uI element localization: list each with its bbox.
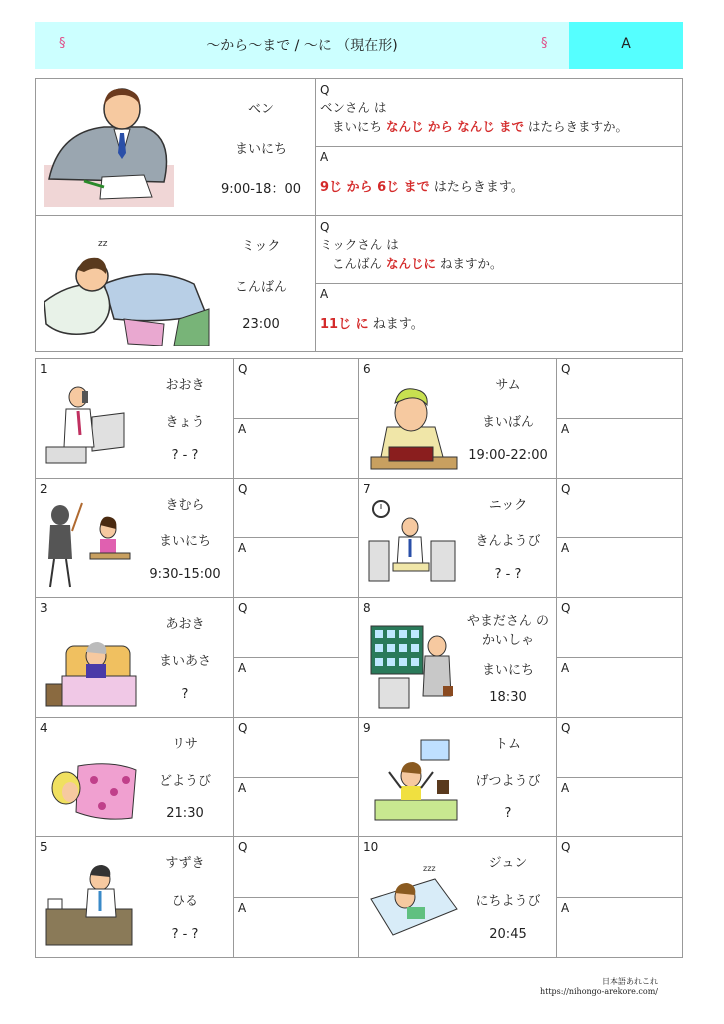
exercise-prompt: [36, 598, 234, 717]
time-word: にちようび: [475, 893, 541, 909]
waking-up-illustration: [42, 616, 138, 712]
time-value: 19:00-22:00: [468, 447, 548, 463]
exercise-number: 3: [40, 601, 48, 616]
exercise-info: [136, 479, 234, 598]
time-value: 20:45: [489, 926, 527, 942]
a-ending: はたらきます。: [433, 180, 524, 195]
answer-box[interactable]: A: [561, 541, 570, 556]
question-box[interactable]: Q: [234, 598, 358, 658]
example-prompt: [36, 216, 316, 351]
answer-area: [234, 718, 358, 837]
exercise-info: [459, 837, 557, 957]
time-value: ?: [504, 806, 512, 822]
exercise-number: 2: [40, 481, 48, 496]
worksheet-header: [35, 22, 683, 69]
person-name: トム: [494, 736, 521, 752]
answer-area: [557, 718, 682, 837]
exercise-number: 9: [363, 720, 371, 735]
time-range: 9:00-18：00: [221, 181, 301, 197]
section-mark-right: §: [541, 36, 548, 51]
question-box[interactable]: Q: [234, 359, 358, 419]
answer-box[interactable]: A: [238, 421, 247, 436]
time-word: こんばん: [234, 280, 287, 295]
exercise-number: 1: [40, 362, 48, 376]
site-name: 日本語あれこれ: [602, 977, 658, 986]
example-answer: [316, 147, 682, 215]
answer-area: [234, 359, 358, 478]
exercise-prompt: [36, 718, 234, 837]
exercise-number: 7: [363, 481, 371, 496]
answer-box[interactable]: A: [238, 541, 247, 556]
time-word: まいあさ: [158, 653, 211, 669]
answer-box[interactable]: A: [238, 661, 247, 675]
footer: [540, 977, 658, 998]
q-ending: はたらきますか。: [528, 118, 629, 134]
person-name: ミック: [241, 239, 281, 254]
tired-man-reading-illustration: [365, 377, 461, 473]
svg-text:zzz: zzz: [423, 864, 436, 874]
exercise-prompt: [359, 598, 557, 717]
lunch-break-illustration: [42, 855, 138, 951]
exercise-info: [459, 479, 557, 598]
answer-area: [557, 837, 682, 957]
q-highlight: なんじに: [386, 255, 437, 271]
time-word: ひる: [171, 893, 198, 909]
q-highlight: なんじ から なんじ まで: [386, 118, 525, 134]
section-mark-left: §: [59, 36, 66, 51]
answer-key-label: A: [569, 22, 683, 69]
answer-box[interactable]: A: [561, 900, 570, 915]
person-name: きむら: [165, 497, 205, 513]
question-box[interactable]: Q: [557, 718, 682, 778]
sleeping-man-illustration: [44, 224, 214, 346]
exercise-number: 5: [40, 840, 48, 855]
example-info: [206, 79, 316, 215]
person-name: サム: [495, 377, 521, 393]
question-box[interactable]: Q: [557, 479, 682, 539]
answer-box[interactable]: A: [561, 780, 570, 795]
svg-text:zz: zz: [98, 239, 108, 249]
exercise-prompt: [36, 359, 234, 478]
answer-area: [557, 359, 682, 478]
answer-area: [557, 479, 682, 598]
question-box[interactable]: Q: [234, 718, 358, 778]
exercise-cell: [359, 359, 682, 479]
a-label: A: [320, 287, 329, 301]
exercise-prompt: [359, 718, 557, 837]
person-name: ベン: [247, 101, 274, 117]
sleeping-boy-illustration: [365, 855, 461, 951]
example-row: [36, 215, 682, 351]
question-box[interactable]: Q: [234, 479, 358, 539]
time-word: きんようび: [475, 534, 541, 550]
q-label: Q: [320, 220, 330, 234]
person-name: ジュン: [488, 856, 528, 872]
exercise-prompt: [359, 479, 557, 598]
exercise-info: [136, 837, 234, 957]
time-value: ?: [181, 686, 189, 702]
person-name: ニック: [488, 497, 528, 513]
time-value: 18:30: [489, 690, 527, 706]
answer-box[interactable]: A: [238, 780, 247, 795]
answer-area: [234, 479, 358, 598]
time-word: まいにち: [158, 534, 211, 550]
example-answer: [316, 284, 682, 351]
site-url[interactable]: https://nihongo-arekore.com/: [539, 987, 658, 997]
exercise-cell: [36, 479, 359, 599]
example-info: [206, 216, 316, 351]
person-name: あおき: [165, 617, 205, 633]
time-word: どようび: [158, 773, 211, 789]
exercise-cell: [36, 837, 359, 957]
exercise-cell: [36, 598, 359, 718]
exercise-cell: [36, 359, 359, 479]
exercise-info: [459, 359, 557, 478]
exercise-number: 4: [40, 720, 48, 735]
time-word: まいにち: [234, 141, 287, 157]
time-word: きょう: [165, 414, 205, 430]
phone-call-illustration: [42, 377, 138, 473]
page-title: ～から～まで / ～に （現在形): [206, 38, 398, 54]
q-line-1: ベンさん は: [320, 100, 387, 116]
person-name: すずき: [165, 856, 205, 872]
time-word: まいにち: [481, 663, 534, 679]
office-clock-illustration: [365, 497, 461, 593]
exercise-prompt: [359, 837, 557, 957]
time-value: ? - ?: [171, 447, 199, 463]
waking-boy-illustration: [365, 736, 461, 832]
q-line-1: ミックさん は: [320, 237, 399, 253]
time-word: げつようび: [475, 773, 541, 789]
question-box[interactable]: Q: [557, 598, 682, 658]
exercise-info: [459, 718, 557, 837]
company-building-illustration: [365, 616, 461, 712]
exercise-prompt: [359, 359, 557, 478]
exercise-prompt: [36, 837, 234, 957]
exercise-number: 8: [363, 601, 371, 616]
answer-box[interactable]: A: [561, 421, 570, 436]
exercise-grid: [35, 358, 683, 958]
q-time-word: まいにち: [332, 118, 383, 134]
person-name: リサ: [172, 736, 198, 752]
person-name: おおき: [165, 377, 205, 393]
example-question: [316, 216, 682, 284]
a-ending: ねます。: [372, 317, 424, 332]
office-worker-illustration: [44, 87, 214, 209]
answer-area: [234, 598, 358, 717]
header-title-bar: [35, 22, 569, 69]
example-qa: [316, 216, 682, 351]
time-value: 21:30: [166, 806, 204, 822]
exercise-info: [136, 359, 234, 478]
teacher-student-illustration: [42, 497, 138, 593]
time-value: ? - ?: [171, 926, 199, 942]
example-row: [36, 79, 682, 215]
exercise-cell: [359, 598, 682, 718]
q-time-word: こんばん: [332, 255, 383, 271]
a-highlight: 9じ から 6じ まで: [320, 180, 430, 195]
exercise-number: 6: [363, 362, 371, 376]
answer-area: [234, 837, 358, 957]
sleeping-woman-illustration: [42, 736, 138, 832]
time-word: まいばん: [481, 414, 534, 430]
question-box[interactable]: Q: [557, 837, 682, 897]
answer-box[interactable]: A: [561, 661, 570, 675]
q-ending: ねますか。: [440, 255, 503, 271]
time-value: 9:30-15:00: [149, 567, 221, 583]
a-highlight: 11じ に: [320, 317, 369, 332]
exercise-info: [459, 598, 557, 717]
exercise-cell: [359, 479, 682, 599]
time-value: 23:00: [242, 317, 280, 332]
exercise-cell: [359, 837, 682, 957]
person-name: やまださん の かいしゃ: [466, 613, 550, 648]
question-box[interactable]: Q: [557, 359, 682, 419]
a-label: A: [320, 150, 329, 164]
example-prompt: [36, 79, 316, 215]
example-question: [316, 79, 682, 147]
exercise-info: [136, 598, 234, 717]
exercise-number: 10: [363, 840, 379, 855]
answer-box[interactable]: A: [238, 900, 247, 915]
time-value: ? - ?: [494, 567, 522, 583]
example-section: [35, 78, 683, 352]
exercise-info: [136, 718, 234, 837]
exercise-cell: [36, 718, 359, 838]
exercise-cell: [359, 718, 682, 838]
example-qa: [316, 79, 682, 215]
exercise-prompt: [36, 479, 234, 598]
answer-area: [557, 598, 682, 717]
question-box[interactable]: Q: [234, 837, 358, 897]
q-label: Q: [320, 83, 330, 97]
